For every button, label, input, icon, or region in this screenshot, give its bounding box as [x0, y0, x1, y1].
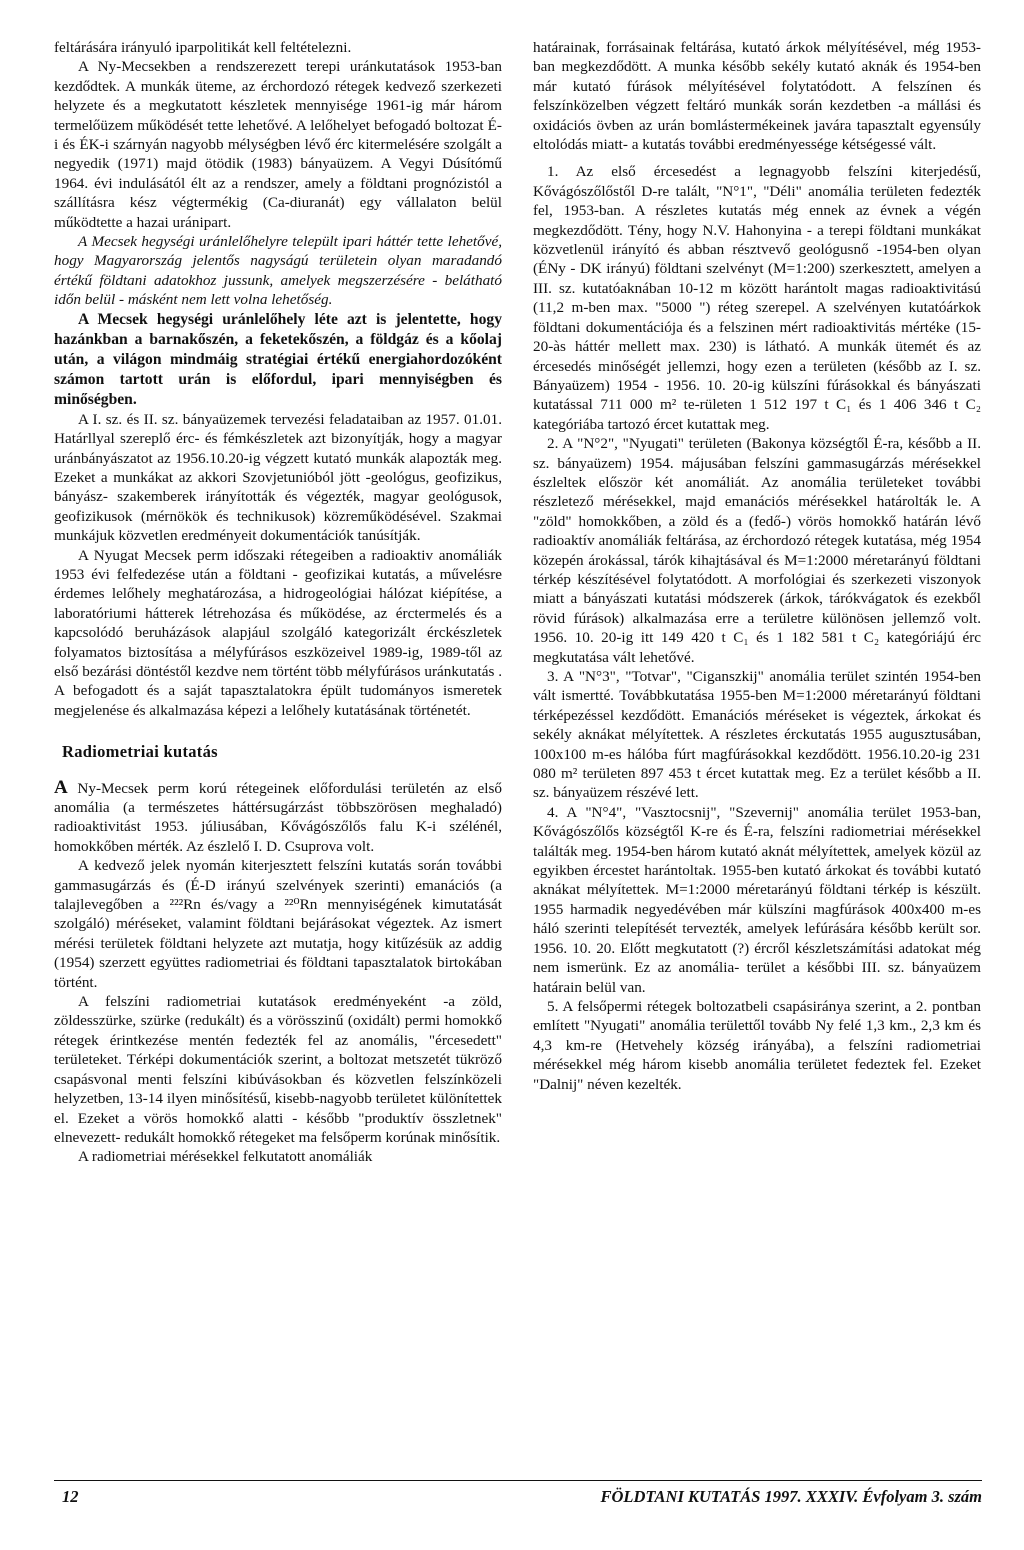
paragraph: A kedvező jelek nyomán kiterjesztett felszíni kutatás során további gammasugárzás és (É-D irányú szelvények szerinti) emanációs (a talajlevegőben a ²²²Rn és/vagy a ²²⁰Rn mennyiségének kimutatását szolgáló) méréseket, valamint földtani bejárásokat végeztek. Az ismert mérési területek földtani helyzete azt mutatja, hogy kitűzésük az addig (1954) szerzett együttes radiometriai és földtani tapasztalatok birtokában történt. [54, 857, 502, 991]
paragraph: A Ny-Mecsekben a rendszerezett terepi uránkutatások 1953-ban kezdődtek. A munkák üteme, az érchordozó rétegek kedvező szerkezeti helyzete és a megkutatott készletek mennyisége 1961-ig már három termelőüzem működését tette lehetővé. A lelőhelyet befogadó boltozat É-i és ÉK-i szárnyán nagyobb mélységben lévő érc kitermelésére szolgált a negyedik (1971) majd ötödik (1983) bányaüzem. A Vegyi Dúsítómű 1964. évi indulásától élt az a rendszer, amely a földtani prognózistól a szállításra kész végtermékig (Ca-diuranát) egy vállalaton belül működtette a hazai uránipart. [54, 58, 502, 231]
paragraph [54, 778, 502, 857]
footer-divider [54, 1480, 982, 1481]
right-column [533, 38, 981, 1094]
paragraph: A radiometriai mérésekkel felkutatott anomáliák [78, 1148, 373, 1166]
list-item: 2. A "N°2", "Nyugati" területen (Bakonya községtől É-ra, később a II. sz. bányaüzem) 1954. májusában felszíni gammasugárzás mérésekkel észleltek először két anomáliát. Az anomália területeket további részletező mérésekkel, majd emanációs mérésekkel határolták le. A "zöld" homokkőben, a zöld és a (fedő-) vörös homokkő határán lévő radioaktív anomáliák feltárása, az érchordozó rétegek kutatása, még 1954 közepén árokással, tárók kihajtásával és M=1:2000 méretarányú földtani térkép készítésével folytatódott. A morfológiai és szerkezeti viszonyok miatt a bányászati kutatási módszerek (árkok, tárókvágatok és ezekből rövid fúrások) alkalmazása erre a területre különösen jellemző volt. 1956. 10. 20-ig itt 149 420 t C₁ és 1 182 581 t C₂ kategóriájú érc megkutatása vált lehetővé. [533, 435, 981, 666]
list-item: 5. A felsőpermi rétegek boltozatbeli csapásiránya szerint, a 2. pontban említett "Nyugati" anomália területtől tovább Ny felé 1,3 km., 2,3 km és 4,3 km-re (Hetvehely község irányába), a felszíni radiometriai mérésekkel még három kisebb anomália területet fedeztek fel. Ezeket "Dalnij" néven kezelték. [533, 997, 981, 1093]
bold-paragraph: A Mecsek hegységi uránlelőhely léte azt is jelentette, hogy hazánkban a barnakőszén, a feketekőszén, a földgáz és a kőolaj után, a világon mindmáig stratégiai értékű energiahordozóként számon tartott urán is előfordul, ipari mennyiségben és minőségben. [54, 310, 502, 408]
italic-text: A Mecsek hegységi uránlelőhelyre települt ipari háttér tette lehetővé, hogy Magyarország jelentős nagyságú területein olyan maradandó értékű földtani adatokhoz jussunk, amelyek megszerzésére - belátható időn belül - másként nem lett volna lehetőség. [54, 233, 502, 309]
list-item: 1. Az első ércesedést a legnagyobb felszíni kiterjedésű, Kővágószőlőstől D-re talált, "N°1", "Déli" anomália területen fedezték fel, 1953-ban. A részletes kutatás még ennek az évnek a végén megkezdődött. Tény, hogy N.V. Hahonyina - a terepi földtani munkákat közvetlenül irányító és abban résztvevő geológusnő -1954-ben olyan (ÉNy - DK irányú) földtani szelvényt (M=1:200) szerkesztett, amelyen a III. sz. kutatóaknában 10-12 m között harántolt magas radioaktivitású (11,2 m-ben max. "5000 ") réteg szerepel. A szelvényen kutatóárkok földtani dokumentációja és a felszinen mért radioaktivitás mértéke (15-20-às háttér mellett max. 230) is látható. A munkák ütemét és az ércesedés minőségét jellemzi, hogy ezen a területen (később az I. sz. Bányaüzem) 1954 - 1956. 10. 20-ig külszíni fúrásokkal és bányászati kutatással 711 000 m² te-rületen 1 512 197 t C₁ és 1 406 346 t C₂ kategóriába tartozó ércet kutattak meg. [533, 163, 981, 433]
paragraph: határainak, forrásainak feltárása, kutató árkok mélyítésével, még 1953-ban megkezdődött. A munka később sekély kutató aknák és 1954-ben már kutató fúrások mélyítésével folytatódott. A felszínen és felszínközelben végzett feltáró munkák során kezdetben -a mállási és oxidációs övben az urán bomlástermékeinek javára tapasztalt egyensúly eltolódás miatt- a kutatás további eredményessége kétségessé vált. [533, 39, 981, 154]
section-heading: Radiometriai kutatás [62, 742, 218, 762]
list-item: 4. A "N°4", "Vasztocsnij", "Szevernij" anomália terület 1953-ban, Kővágószőlős községtől K-re és É-ra, felszíni radiometriai mérésekkel találták meg. 1954-ben három kutató aknát mélyítettek, amelyek közül az egyikben ércestet harántoltak. 1955-ben kutató árkokat és további kutató aknákat mélyítettek. M=1:2000 méretarányú földtani térkép is készült. 1955 harmadik negyedévében már külszíni magfúrások 400x400 m-es háló szerinti telepítését tervezték, amelyek lefúrására később került sor. 1956. 10. 20. Előtt megkutatott (?) ércről készletszámítási adatokat még nem ismerünk. Ez az anomália- terület a későbbi III. sz. bányaüzem határain belül van. [533, 803, 981, 996]
list-item: 3. A "N°3", "Totvar", "Ciganszkij" anomália terület szintén 1954-ben vált ismertté. Továbbkutatása 1955-ben M=1:2000 méretarányú földtani térképezéssel kezdődött. Emanációs méréseket is végeztek, árkokat és sekély aknákat mélyítettek. A részletes érckutatás 1955 augusztusában, 100x100 m-es hálóba fúrt magfúrásokkal kezdődött. 1956.10.20-ig 231 080 m² területen 897 453 t ércet kutattak meg. Ez a terület később a II. sz. bányaüzem részévé lett. [533, 668, 981, 802]
italic-paragraph [54, 232, 502, 310]
page-number: 12 [62, 1487, 79, 1506]
paragraph: A Nyugat Mecsek perm időszaki rétegeiben a radioaktiv anomáliák 1953 évi felfedezése után a földtani - geofizikai kutatás, a művelésre érdemes lelőhely meghatározása, a hidrogeológiai hálózat kiépítése, a laboratóriumi hátterek létrehozása és működése, az érctermelés és a kapcsolódó beruházások alapjául szolgáló kategorizált érckészletek folyamatos biztosítása a mélyfúrásos eszközeivel 1989-ig, 1989-től az első bezárási döntéstől kezdve nem történt több mélyfúrásos uránkutatás . A befogadott és a saját tapasztalatokra épült tudományos ismeretek megjelenése és alkalmazása képezi a lelőhely kutatásának történetét. [54, 546, 502, 719]
journal-title: FÖLDTANI KUTATÁS 1997. XXXIV. Évfolyam 3. szám [600, 1487, 982, 1506]
drop-cap: A [54, 776, 68, 798]
left-column [54, 38, 502, 1167]
paragraph: A felszíni radiometriai kutatások eredményeként -a zöld, zöldesszürke, szürke (redukált) és a vörösszinű (oxidált) permi homokkő rétegek érintkezése mentén fedezték fel az anomális, "ércesedett" területeket. Térképi dokumentációk szerint, a boltozat metszetét tükröző csapásvonal menti felszíni kibúvásokban és közvetlen felszínközeli helyzetben, 13-14 ilyen minősítésű, kisebb-nagyobb területet különítettek el. Ezeket a vörös homokkő alatti - később "produktív összletnek" elnevezett- redukált homokkő rétegeket ma felsőperm korúnak minősítik. [54, 993, 502, 1146]
paragraph: feltárására irányuló iparpolitikát kell feltételezni. [54, 39, 352, 56]
paragraph-text: Ny-Mecsek perm korú rétegeinek előfordulási területén az első anomália (a természetes háttérsugárzást többszörösen meghaladó) radioaktivitást 1953. júliusában, Kővágószőlős falu K-i szélénél, homokkőben mérték. Az észlelő I. D. Csuprova volt. [54, 779, 502, 855]
paragraph: A I. sz. és II. sz. bányaüzemek tervezési feladataiban az 1957. 01.01. Határllyal szereplő érc- és fémkészletek azt bizonyítják, hogy a magyar uránbányászatot az 1956.10.20-ig végzett kutató munkák alapozták meg. Ezeket a munkákat az akkori Szovjetunióból jött -geológus, geofizikus, bányász- szakemberek irányították és végezték, magyar geológusok, geofizikusok (mérnökök és technikusok) közreműködésével. Szakmai munkájuk közvetlen eredményeit dokumentációk tanúsítják. [54, 410, 502, 545]
